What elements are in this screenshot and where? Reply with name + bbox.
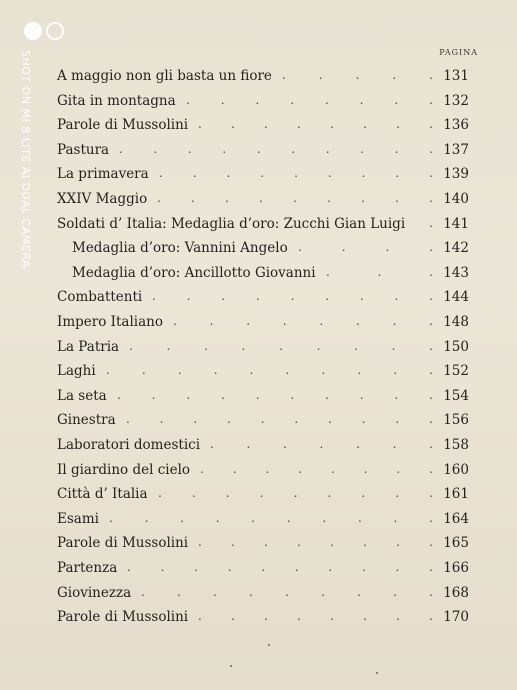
leader-dot: . [286,510,291,525]
leader-dot: . [330,461,335,476]
leader-dot: . [429,338,433,353]
toc-entry-title: Parole di Mussolini [57,609,189,626]
toc-entry-page-number: 140 [443,191,469,207]
leader-dot: . [297,535,301,550]
leader-dot: . [293,191,297,205]
toc-entry-page-number: 158 [443,437,469,453]
leader-dot: . [291,141,296,156]
leader-dot: . [298,240,302,255]
leader-dot: . [294,412,299,427]
leader-dot: . [204,338,208,353]
leader-dot: . [279,338,283,353]
leader-dot: . [322,510,327,525]
leader-dot: . [363,609,367,624]
toc-entry-title: A maggio non gli basta un fiore [57,68,272,84]
leader-dot: . [361,412,366,427]
leader-dot: . [294,166,298,181]
toc-entry-page-number: 154 [443,387,469,404]
leader-dot: . [192,166,197,181]
leader-dot: . [393,363,398,378]
leader-dot: . [166,338,171,353]
leader-dot: . [180,510,184,525]
leader-dot: . [282,68,286,82]
leader-dot: . [357,584,361,599]
leader-dot: . [213,584,217,599]
leader-dot: . [264,609,268,624]
leader-dot: . [395,560,400,574]
leader-dot: . [282,314,287,328]
leader-dot: . [330,117,334,132]
leader-dot: . [159,412,164,427]
leader-dot: . [144,510,149,525]
leader-dot: . [198,535,202,550]
leader-dot: . [297,609,301,624]
watermark-text: SHOT ON MI 8 LITE AI DUAL CAMERA [19,50,32,269]
leader-dot: . [221,387,225,402]
leader-dot: . [255,92,260,107]
leader-dot: . [325,387,329,402]
leader-dot: . [327,166,332,181]
leader-dot: . [361,560,366,574]
leader-dot: . [191,486,196,501]
leader-dot: . [392,437,397,451]
leader-dot: . [119,141,123,156]
leader-dot: . [396,609,400,624]
leader-dot: . [429,314,433,328]
toc-entry-title: Il giardino del cielo [57,461,191,478]
toc-entry-title: Parole di Mussolini [57,117,189,134]
toc-entry-title: Gita in montagna [57,92,176,109]
toc-entry-page-number: 150 [443,338,469,355]
leader-dot: . [158,486,162,501]
leader-dot: . [255,289,260,304]
leader-dot: . [395,166,400,181]
leader-dot: . [429,437,433,451]
leader-dot: . [394,141,399,156]
leader-dot: . [232,461,237,476]
toc-entry-page-number: 164 [443,510,469,527]
leader-dot: . [316,338,321,353]
leader-dot: . [319,314,324,328]
toc-entry-page-number: 170 [443,609,469,626]
leader-dot: . [264,535,268,550]
leader-dot: . [429,166,433,181]
toc-entry-page-number: 152 [443,363,469,380]
leader-dot: . [260,166,265,181]
leader-dot: . [392,314,397,328]
leader-dot: . [318,68,323,82]
leader-dot: . [256,141,261,156]
toc-entry-title: La seta [57,387,107,404]
toc-entry-page-number: 143 [443,264,469,281]
toc-entry-page-number: 142 [443,240,469,257]
leader-dot: . [330,609,334,624]
leader-dot: . [385,240,390,255]
leader-dot: . [141,363,146,378]
leader-dot: . [249,363,254,378]
toc-entry-title: Laboratori domestici [57,437,201,453]
leader-dot: . [357,363,362,378]
leader-dot: . [355,314,360,328]
leader-dot: . [129,338,133,353]
leader-dot: . [429,560,433,574]
leader-dot: . [290,289,295,304]
leader-dot: . [225,486,230,501]
toc-entry-title: Soldati d’ Italia: Medaglia d’oro: Zucchi Gian Luigi [57,215,406,232]
leader-dot: . [395,412,400,427]
toc-entry-page-number: 161 [443,486,469,503]
toc-entry-page-number: 144 [443,289,469,306]
leader-dot: . [194,560,198,574]
leader-dot: . [259,486,264,501]
leader-dot: . [127,560,131,574]
leader-dot: . [429,264,433,279]
leader-dot: . [359,92,364,107]
toc-leader-dots: . [429,215,433,230]
leader-dot: . [285,363,290,378]
toc-entry-page-number: 131 [443,68,469,84]
leader-dot: . [361,191,365,205]
leader-dot: . [251,510,256,525]
toc-entry-title: Combattenti [57,289,143,306]
leader-dot: . [355,68,360,82]
leader-dot: . [325,289,330,304]
leader-dot: . [357,510,362,525]
leader-dot: . [157,191,161,205]
leader-dot: . [321,363,326,378]
toc-entry-page-number: 136 [443,117,469,134]
leader-dot: . [222,141,227,156]
leader-dot: . [327,191,331,205]
toc-entry-page-number: 132 [443,92,469,109]
leader-dot: . [246,437,251,451]
leader-dot: . [221,289,226,304]
leader-dot: . [177,363,182,378]
toc-entry-title: Pastura [57,141,110,158]
toc-entry-title: Esami [57,510,99,527]
leader-dot: . [429,92,433,107]
leader-dot: . [429,141,433,156]
toc-entry-page-number: 137 [443,141,469,158]
leader-dot: . [396,117,400,132]
leader-dot: . [429,412,433,427]
leader-dot: . [429,535,433,550]
leader-dot: . [227,412,231,427]
leader-dot: . [330,535,334,550]
leader-dot: . [395,486,400,501]
leader-dot: . [363,535,367,550]
leader-dot: . [394,289,399,304]
leader-dot: . [225,191,229,205]
toc-entry-page-number: 156 [443,412,469,429]
leader-dot: . [429,609,433,624]
leader-dot: . [429,363,433,378]
leader-dot: . [186,289,191,304]
leader-dot: . [396,535,400,550]
leader-dot: . [429,387,433,402]
leader-dot: . [126,412,130,427]
leader-dot: . [200,461,204,476]
leader-dot: . [429,289,433,304]
leader-dot: . [249,584,253,599]
leader-dot: . [259,191,263,205]
toc-entry-title: Giovinezza [57,584,132,601]
toc-entry-title: XXIV Maggio [57,191,148,207]
leader-dot: . [215,510,220,525]
leader-dot: . [341,240,346,255]
leader-dot: . [321,584,325,599]
leader-dot: . [265,461,270,476]
leader-dot: . [220,92,225,107]
leader-dot: . [328,412,332,427]
leader-dot: . [198,117,202,132]
leader-dot: . [226,166,231,181]
leader-dot: . [186,387,191,402]
leader-dot: . [290,92,295,107]
leader-dot: . [231,117,235,132]
toc-entry-page-number: 148 [443,314,469,330]
leader-dot: . [429,117,433,132]
leader-dot: . [429,191,433,205]
toc-entry-title: Partenza [57,560,118,576]
leader-dot: . [326,264,330,279]
leader-dot: . [429,240,433,255]
leader-dot: . [231,535,235,550]
toc-entry-title: La Patria [57,338,120,355]
toc-entry-title: Medaglia d’oro: Vannini Angelo [72,240,288,257]
leader-dot: . [361,166,366,181]
leader-dot: . [429,510,433,525]
toc-entry-title: Laghi [57,363,96,380]
toc-entry-page-number: 139 [443,166,469,183]
leader-dot: . [283,437,287,451]
leader-dot: . [297,117,301,132]
leader-dot: . [429,584,433,599]
leader-dot: . [246,314,251,328]
leader-dot: . [393,584,397,599]
leader-dot: . [227,560,232,574]
toc-entry-title: Città d’ Italia [57,486,148,503]
leader-dot: . [394,92,399,107]
leader-dot: . [141,584,145,599]
toc-entry-title: Parole di Mussolini [57,535,189,552]
leader-dot: . [293,486,298,501]
leader-dot: . [117,387,121,402]
page-column-header: PAGINA [439,48,478,57]
leader-dot: . [159,166,163,181]
leader-dot: . [290,387,295,402]
toc-entry-title: Medaglia d’oro: Ancillotto Giovanni [72,264,316,281]
leader-dot: . [377,264,382,279]
leader-dot: . [173,314,177,328]
leader-dot: . [429,461,433,476]
leader-dot: . [151,387,156,402]
leader-dot: . [106,363,110,378]
leader-dot: . [429,68,433,82]
leader-dot: . [361,486,366,501]
leader-dot: . [294,560,299,574]
leader-dot: . [261,560,266,574]
leader-dot: . [231,609,235,624]
leader-dot: . [356,437,360,451]
leader-dot: . [191,191,195,205]
leader-dot: . [429,486,433,501]
leader-dot: . [198,609,202,624]
leader-dot: . [354,338,358,353]
leader-dot: . [152,289,156,304]
leader-dot: . [327,486,332,501]
leader-dot: . [260,412,265,427]
leader-dot: . [193,412,198,427]
leader-dot: . [210,437,214,451]
leader-dot: . [359,387,364,402]
leader-dot: . [209,314,214,328]
toc-entry-page-number: 166 [443,560,469,576]
leader-dot: . [392,68,397,82]
leader-dot: . [255,387,260,402]
toc-entry-page-number: 160 [443,461,469,478]
leader-dot: . [264,117,268,132]
leader-dot: . [360,141,364,156]
leader-dot: . [153,141,158,156]
toc-entry-title: La primavera [57,166,149,183]
leader-dot: . [391,338,396,353]
leader-dot: . [325,141,330,156]
leader-dot: . [394,387,399,402]
leader-dot: . [328,560,333,574]
toc-entry-page-number: 168 [443,584,469,601]
leader-dot: . [160,560,165,574]
leader-dot: . [359,289,364,304]
leader-dot: . [213,363,218,378]
leader-dot: . [396,461,401,476]
leader-dot: . [109,510,113,525]
leader-dot: . [186,92,190,107]
leader-dot: . [187,141,192,156]
leader-dot: . [319,437,324,451]
leader-dot: . [324,92,329,107]
leader-dot: . [177,584,181,599]
toc-entry-title: Ginestra [57,412,116,429]
leader-dot: . [395,191,399,205]
toc-entry-title: Impero Italiano [57,314,163,330]
toc-entry-page-number: 165 [443,535,469,552]
leader-dot: . [363,461,368,476]
leader-dot: . [285,584,289,599]
leader-dot: . [241,338,246,353]
leader-dot: . [298,461,303,476]
toc-entry-page-number: 141 [443,215,469,232]
leader-dot: . [393,510,398,525]
leader-dot: . [363,117,367,132]
